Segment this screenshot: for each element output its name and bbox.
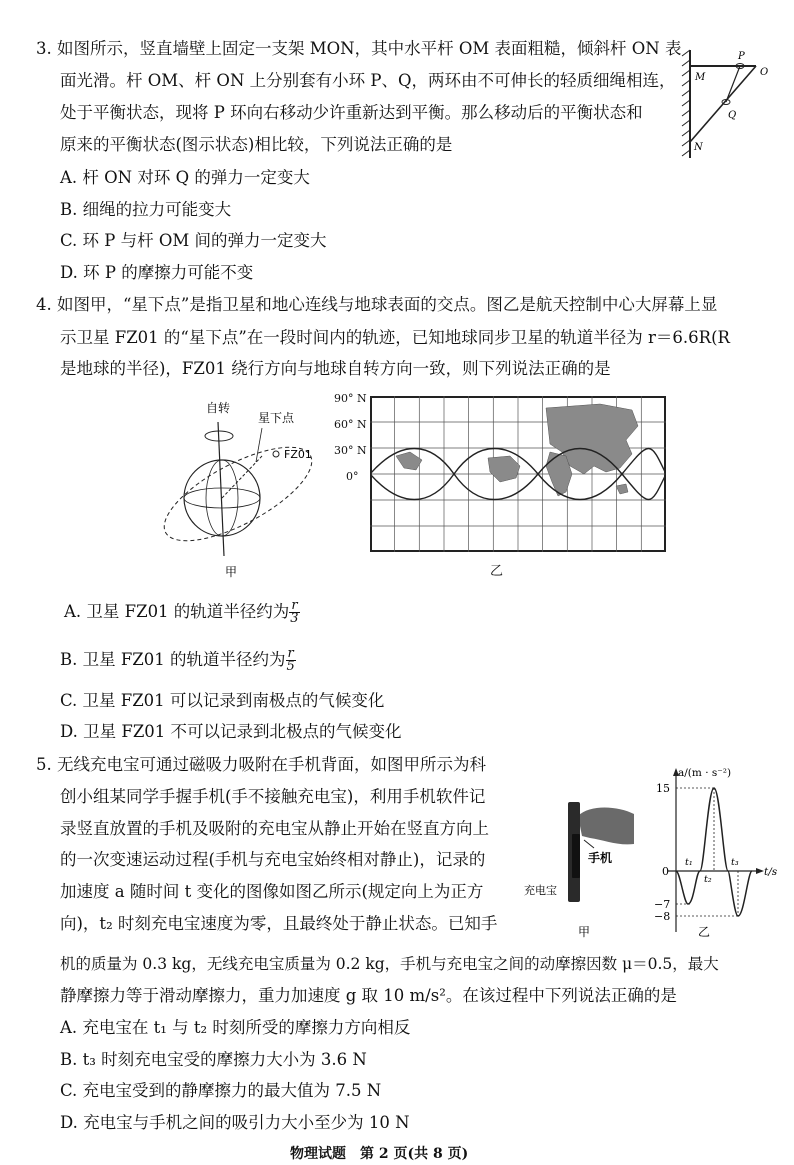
q3-line-1: 3. 如图所示，竖直墙壁上固定一支架 MON，其中水平杆 OM 表面粗糙，倾斜杆 ON 表 xyxy=(36,39,682,58)
label-t2: t₂ xyxy=(704,874,712,885)
subpoint-label: 星下点 xyxy=(258,411,295,425)
label-t3: t₃ xyxy=(731,857,739,868)
q4-option-d: D. 卫星 FZ01 不可以记录到北极点的气候变化 xyxy=(60,722,402,741)
label-m: M xyxy=(695,72,706,83)
q4-line-3: 是地球的半径)，FZ01 绕行方向与地球自转方向一致，则下列说法正确的是 xyxy=(60,359,611,378)
lat-90: 90° N xyxy=(334,392,367,405)
q5-option-a: A. 充电宝在 t₁ 与 t₂ 时刻所受的摩擦力方向相反 xyxy=(60,1018,411,1037)
lat-0: 0° xyxy=(346,470,359,483)
q5-line-4: 的一次变速运动过程(手机与充电宝始终相对静止)，记录的 xyxy=(60,850,486,869)
label-q: Q xyxy=(728,110,737,121)
q3-option-b: B. 细绳的拉力可能变大 xyxy=(60,200,232,219)
q5-line-8: 静摩擦力等于滑动摩擦力，重力加速度 g 取 10 m/s²。在该过程中下列说法正确的是 xyxy=(60,986,677,1005)
q4-line-2: 示卫星 FZ01 的“星下点”在一段时间内的轨迹，已知地球同步卫星的轨道半径为 r＝6.6R(R xyxy=(60,328,730,347)
q3-line-3: 处于平衡状态，现将 P 环向右移动少许重新达到平衡。那么移动后的平衡状态和 xyxy=(60,103,643,122)
q5-line-1: 5. 无线充电宝可通过磁吸力吸附在手机背面，如图甲所示为科 xyxy=(36,755,486,774)
q5-option-d: D. 充电宝与手机之间的吸引力大小至少为 10 N xyxy=(60,1113,410,1132)
q5-at-graph xyxy=(646,764,792,942)
q5-option-b: B. t₃ 时刻充电宝受的摩擦力大小为 3.6 N xyxy=(60,1050,367,1069)
a-axis-label: a/(m · s⁻²) xyxy=(678,767,732,779)
fraction-r-over-3: $\frac{r}{3}$ xyxy=(290,598,299,626)
fig-jia-caption-q5: 甲 xyxy=(578,925,591,939)
q3-option-d: D. 环 P 的摩擦力可能不变 xyxy=(60,263,254,282)
q5-line-3: 录竖直放置的手机及吸附的充电宝从静止开始在竖直方向上 xyxy=(60,819,489,838)
q3-line-4: 原来的平衡状态(图示状态)相比较，下列说法正确的是 xyxy=(60,135,453,154)
tick-neg7: −7 xyxy=(654,898,671,911)
q5-line-5: 加速度 a 随时间 t 变化的图像如图乙所示(规定向上为正方 xyxy=(60,882,484,901)
power-bank xyxy=(572,834,580,878)
fraction-r-over-5: $\frac{r}{5}$ xyxy=(286,646,295,674)
q5-option-c: C. 充电宝受到的静摩擦力的最大值为 7.5 N xyxy=(60,1081,382,1100)
fig-yi-caption-q5: 乙 xyxy=(698,925,711,939)
q4-option-c: C. 卫星 FZ01 可以记录到南极点的气候变化 xyxy=(60,691,385,710)
label-n: N xyxy=(694,142,703,153)
lat-60: 60° N xyxy=(334,418,367,431)
q4-line-1: 4. 如图甲，“星下点”是指卫星和地心连线与地球表面的交点。图乙是航天控制中心大屏幕上显 xyxy=(36,295,718,314)
wall-hatch xyxy=(682,50,690,158)
q4-option-a: A. 卫星 FZ01 的轨道半径约为 $\frac{r}{3}$ xyxy=(64,598,299,626)
q5-line-6: 向)，t₂ 时刻充电宝速度为零，且最终处于静止状态。已知手 xyxy=(60,914,498,933)
lat-30: 30° N xyxy=(334,444,367,457)
q3-bracket-figure xyxy=(678,46,784,162)
q3-line-2: 面光滑。杆 OM、杆 ON 上分别套有小环 P、Q，两环由不可伸长的轻质细绳相连， xyxy=(60,71,676,90)
tick-15: 15 xyxy=(656,782,670,795)
q4-option-b: B. 卫星 FZ01 的轨道半径约为 $\frac{r}{5}$ xyxy=(60,646,295,674)
sat-label: FZ01 xyxy=(284,448,312,461)
q4-ground-track-map xyxy=(370,396,666,552)
rope-pq xyxy=(726,66,740,102)
q3-option-a: A. 杆 ON 对环 Q 的弹力一定变大 xyxy=(60,168,310,187)
q3-option-c: C. 环 P 与杆 OM 间的弹力一定变大 xyxy=(60,231,327,250)
fig-jia-caption: 甲 xyxy=(225,565,238,578)
q5-line-2: 创小组某同学手握手机(手不接触充电宝)，利用手机软件记 xyxy=(60,787,486,806)
q5-phone-figure xyxy=(524,796,634,941)
rotation-label: 自转 xyxy=(206,401,231,415)
t-axis-label: t/s xyxy=(764,866,778,878)
q5-line-7: 机的质量为 0.3 kg，无线充电宝质量为 0.2 kg，手机与充电宝之间的动摩擦因数 μ＝0.5，最大 xyxy=(60,955,719,973)
label-t1: t₁ xyxy=(685,857,693,868)
fig-yi-caption: 乙 xyxy=(490,564,504,579)
phone-label: 手机 xyxy=(588,851,613,865)
continents xyxy=(396,404,638,496)
satellite-fz01 xyxy=(273,451,279,457)
hand xyxy=(578,808,634,845)
label-p: P xyxy=(738,51,745,62)
page-footer: 物理试题 第 2 页(共 8 页) xyxy=(290,1146,469,1162)
bank-label: 充电宝 xyxy=(524,884,557,897)
tick-0: 0 xyxy=(662,865,669,878)
q4-earth-figure xyxy=(150,398,330,578)
tick-neg8: −8 xyxy=(654,910,671,923)
label-o: O xyxy=(760,67,769,78)
